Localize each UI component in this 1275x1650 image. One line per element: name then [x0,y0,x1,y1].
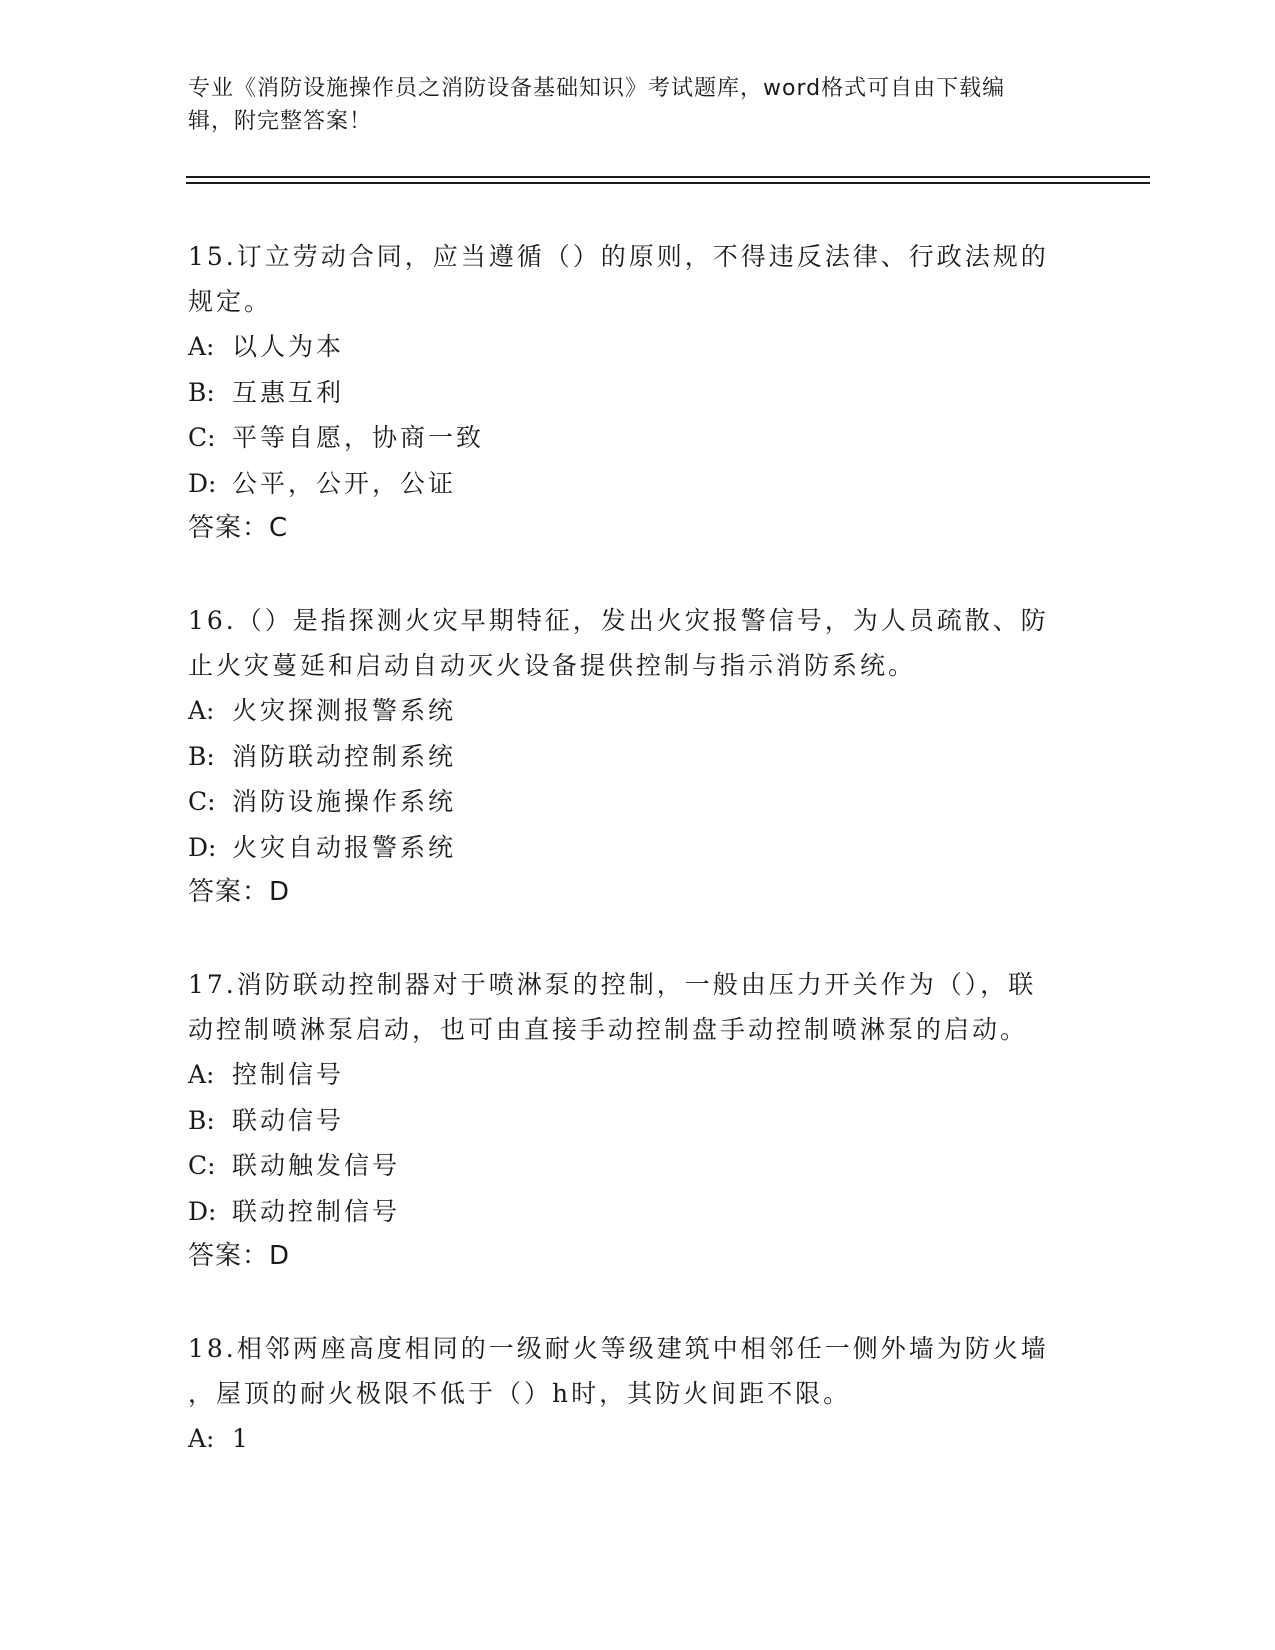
question-16 [188,598,1068,915]
option-b [188,734,1068,780]
question-stem-line-2: 规定。 [188,287,273,316]
option-key: A: [188,332,215,361]
option-text: 以人为本 [232,332,345,361]
option-key: D: [188,1196,217,1226]
header-line-1: 专业《消防设施操作员之消防设备基础知识》考试题库，word格式可自由下载编 [188,76,1006,101]
option-key: B: [188,377,215,407]
header-line-2: 辑，附完整答案！ [188,109,373,134]
option-key: B: [188,1105,215,1135]
option-text: 消防设施操作系统 [232,787,457,816]
option-d [188,461,1068,507]
option-d [188,1189,1068,1235]
option-c [188,779,1068,825]
question-15 [188,234,1068,551]
question-17 [188,962,1068,1279]
option-text: 消防联动控制系统 [232,741,457,771]
option-c [188,1143,1068,1189]
option-key: C: [188,787,216,816]
answer-line: 答案：D [188,877,291,907]
question-stem-line-1: 17.消防联动控制器对于喷淋泵的控制，一般由压力开关作为（），联 [188,970,1037,999]
option-key: C: [188,423,216,452]
question-stem-line-1: 16.（）是指探测火灾早期特征，发出火灾报警信号，为人员疏散、防 [188,606,1049,635]
option-text: 公平，公开，公证 [232,468,457,498]
option-text: 1 [232,1424,251,1453]
option-a [188,324,1068,370]
option-a [188,1416,1068,1462]
option-text: 联动触发信号 [232,1151,401,1180]
question-18 [188,1326,1068,1462]
question-stem-line-2: 止火灾蔓延和启动自动灭火设备提供控制与指示消防系统。 [188,651,917,680]
question-stem-line-1: 18.相邻两座高度相同的一级耐火等级建筑中相邻任一侧外墙为防火墙 [188,1334,1049,1363]
option-text: 火灾探测报警系统 [232,696,457,725]
option-a [188,1052,1068,1098]
option-b [188,370,1068,416]
option-key: A: [188,1424,215,1453]
question-stem-line-2: 动控制喷淋泵启动，也可由直接手动控制盘手动控制喷淋泵的启动。 [188,1015,1029,1044]
option-key: B: [188,741,215,771]
option-text: 平等自愿，协商一致 [232,423,485,452]
option-c [188,415,1068,461]
option-text: 联动信号 [232,1105,345,1135]
option-key: A: [188,696,215,725]
question-stem-line-2: ，屋顶的耐火极限不低于（）h时，其防火间距不限。 [188,1379,852,1408]
option-text: 火灾自动报警系统 [232,832,457,862]
option-b [188,1098,1068,1144]
option-key: C: [188,1151,216,1180]
header-divider-bottom [186,182,1150,184]
option-a [188,688,1068,734]
option-d [188,825,1068,871]
option-text: 控制信号 [232,1060,345,1089]
answer-line: 答案：D [188,1241,291,1271]
header-divider-top [186,176,1150,178]
document-header [188,72,1068,138]
option-text: 联动控制信号 [232,1196,401,1226]
question-stem-line-1: 15.订立劳动合同，应当遵循（）的原则，不得违反法律、行政法规的 [188,242,1049,271]
answer-line: 答案：C [188,513,289,543]
option-key: D: [188,832,217,862]
option-key: A: [188,1060,215,1089]
option-key: D: [188,468,217,498]
option-text: 互惠互利 [232,377,345,407]
